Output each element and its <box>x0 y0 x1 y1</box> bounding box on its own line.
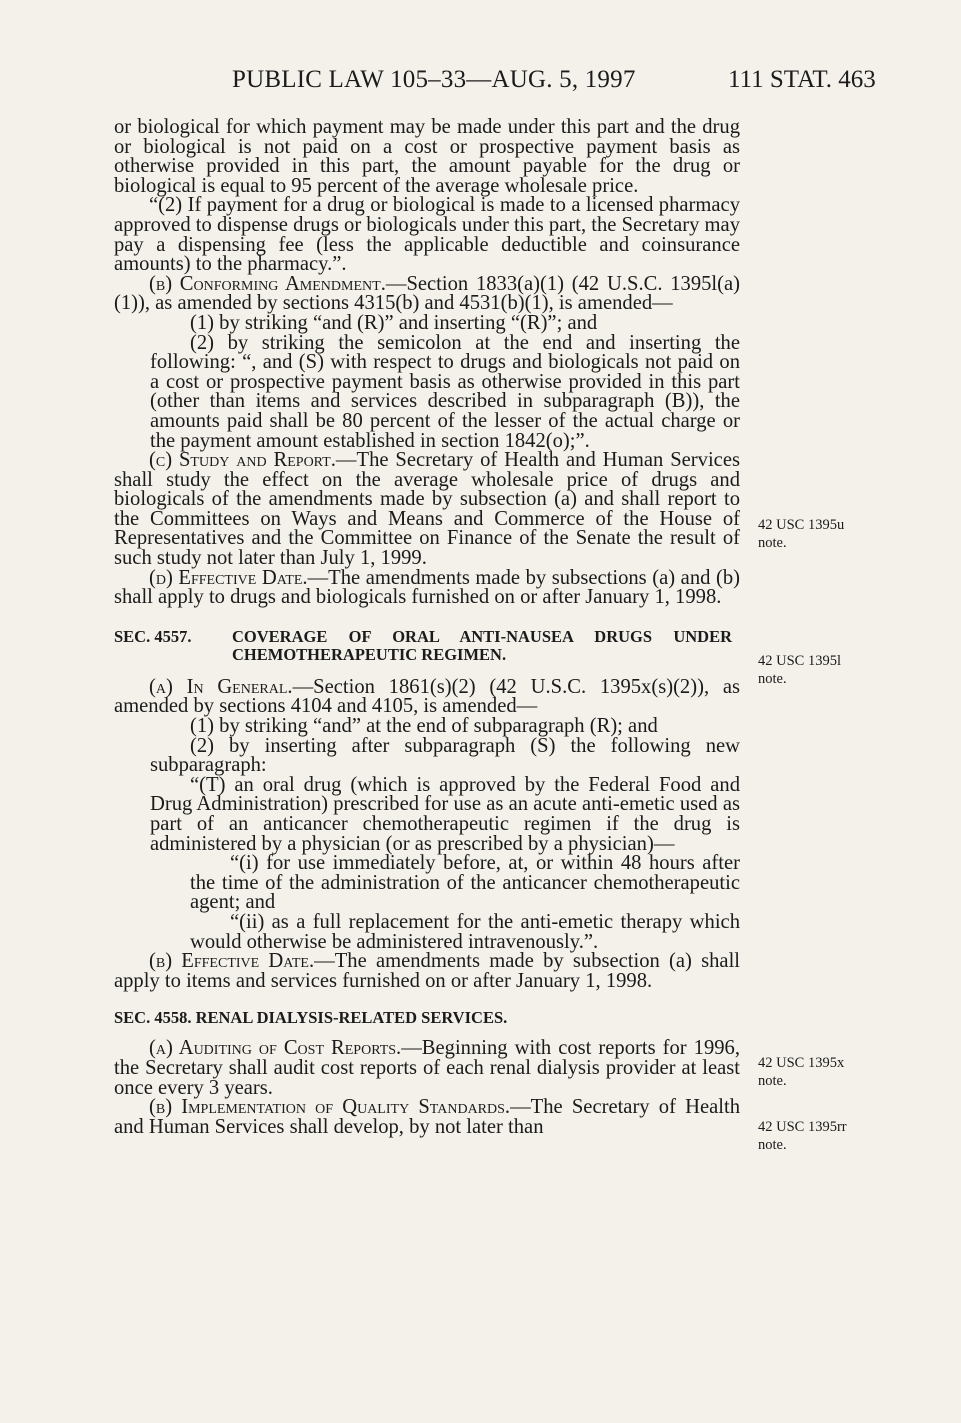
margin-note-label: note. <box>758 535 787 551</box>
margin-note <box>758 652 841 688</box>
clause-b1-text: (1) by striking “and (R)” and inserting “(R)”; and <box>190 311 598 334</box>
s4558-subsection-a <box>114 1039 740 1098</box>
margin-note-citation: 42 USC 1395u <box>758 517 845 533</box>
paragraph-continuation: or biological for which payment may be made under this part and the drug or biological is not paid on a cost or prospective payment basis as otherwise provided in this part, the amount payable for the drug or biological is equal to 95 percent of the average wholesale price. <box>114 116 740 197</box>
s4557-subsection-b-heading: (b) Effective Date. <box>149 950 315 973</box>
s4558-subsection-b-heading: (b) Implementation of Quality Standards. <box>149 1096 511 1119</box>
s4557-subsection-b-text: —The amendments made by subsection (a) shall apply to items and services furnished on or after January 1, 1998. <box>114 950 741 992</box>
s4557-clause-2: (2) by inserting after subparagraph (S) the following new subparagraph: <box>150 734 740 777</box>
margin-note-label: note. <box>758 1137 787 1153</box>
s4557-subsection-a-heading: (a) In General. <box>149 675 293 698</box>
s4557-clause-1: (1) by striking “and” at the end of subparagraph (R); and <box>190 715 658 738</box>
s4557-subsection-b <box>114 952 740 991</box>
s4558-subsection-b <box>114 1098 740 1137</box>
subsection-d-text: —The amendments made by subsections (a) and (b) shall apply to drugs and biologicals furnished on or after January 1, 1998. <box>114 566 741 609</box>
subsection-b-text: —Section 1833(a)(1) (42 U.S.C. 1395l(a)(1)), as amended by sections 4315(b) and 4531(b)(1), is amended— <box>114 272 740 315</box>
section-4557-title-line2: CHEMOTHERAPEUTIC REGIMEN. <box>232 644 507 664</box>
subsection-d <box>114 566 741 609</box>
subsection-c <box>114 451 740 569</box>
s4557-item-i: “(i) for use immediately before, at, or within 48 hours after the time of the administration of the anticancer chemotherapeutic agent; and <box>190 852 740 914</box>
section-4557-number: SEC. 4557. <box>114 626 192 646</box>
clause-b2: (2) by striking the semicolon at the end and inserting the following: “, and (S) with respect to drugs and biologicals not paid on a cost or prospective payment basis as otherwise provided in this part (other than items and services described in subparagraph (B)), the amounts paid shall be 80 percent of the lesser of the actual charge or the payment amount established in section 1842(o);”. <box>150 331 740 452</box>
paragraph-2: “(2) If payment for a drug or biological is made to a licensed pharmacy approved to dispense drugs or biologicals under this part, the Secretary may pay a dispensing fee (less the applicable deductible and coinsurance amounts) to the pharmacy.”. <box>114 194 740 276</box>
section-4557-title: COVERAGE OF ORAL ANTI-NAUSEA DRUGS UNDER <box>232 626 732 646</box>
running-title: PUBLIC LAW 105–33—AUG. 5, 1997 <box>232 66 636 93</box>
s4557-subsection-a <box>114 675 741 718</box>
s4558-subsection-a-heading: (a) Auditing of Cost Reports. <box>149 1037 402 1060</box>
subsection-d-heading: (d) Effective Date. <box>149 566 308 589</box>
page-header <box>0 66 961 98</box>
s4557-item-ii: “(ii) as a full replacement for the anti-emetic therapy which would otherwise be administered intravenously.”. <box>190 910 740 953</box>
subsection-b <box>114 272 740 315</box>
margin-note <box>758 516 844 552</box>
margin-note <box>758 1118 847 1154</box>
s4557-subsection-a-text: —Section 1861(s)(2) (42 U.S.C. 1395x(s)(2)), as amended by sections 4104 and 4105, is amended— <box>114 675 741 718</box>
margin-note-citation: 42 USC 1395l <box>758 653 841 669</box>
s4558-subsection-a-text: —Beginning with cost reports for 1996, the Secretary shall audit cost reports of each renal dialysis provider at least once every 3 years. <box>114 1037 740 1099</box>
s4557-subparagraph-T: “(T) an oral drug (which is approved by the Federal Food and Drug Administration) prescribed for use as an acute anti-emetic used as part of an anticancer chemotherapeutic regimen if the drug is administered by a physician (or as prescribed by a physician)— <box>150 773 740 855</box>
margin-note-citation: 42 USC 1395x <box>758 1055 845 1071</box>
subsection-c-text: —The Secretary of Health and Human Services shall study the effect on the average wholesale price of drugs and biologicals of the amendments made by subsection (a) and shall report to the Committees on Ways and Means and Commerce of the House of Representatives and the Committee on Finance of the Senate the result of such study not later than July 1, 1999. <box>114 449 740 570</box>
margin-note-citation: 42 USC 1395rr <box>758 1119 847 1135</box>
margin-note-label: note. <box>758 1073 787 1089</box>
margin-note-label: note. <box>758 671 787 687</box>
subsection-c-heading: (c) Study and Report. <box>149 449 336 472</box>
document-body <box>114 118 740 1137</box>
clause-b1 <box>150 311 740 334</box>
section-4557-heading <box>114 628 740 664</box>
section-4558-heading: SEC. 4558. RENAL DIALYSIS-RELATED SERVICES. <box>114 1008 508 1028</box>
margin-note <box>758 1054 844 1090</box>
subsection-b-heading: (b) Conforming Amendment. <box>149 272 386 295</box>
s4558-subsection-b-text: —The Secretary of Health and Human Services shall develop, by not later than <box>114 1096 740 1138</box>
statute-page-number: 111 STAT. 463 <box>728 66 876 93</box>
